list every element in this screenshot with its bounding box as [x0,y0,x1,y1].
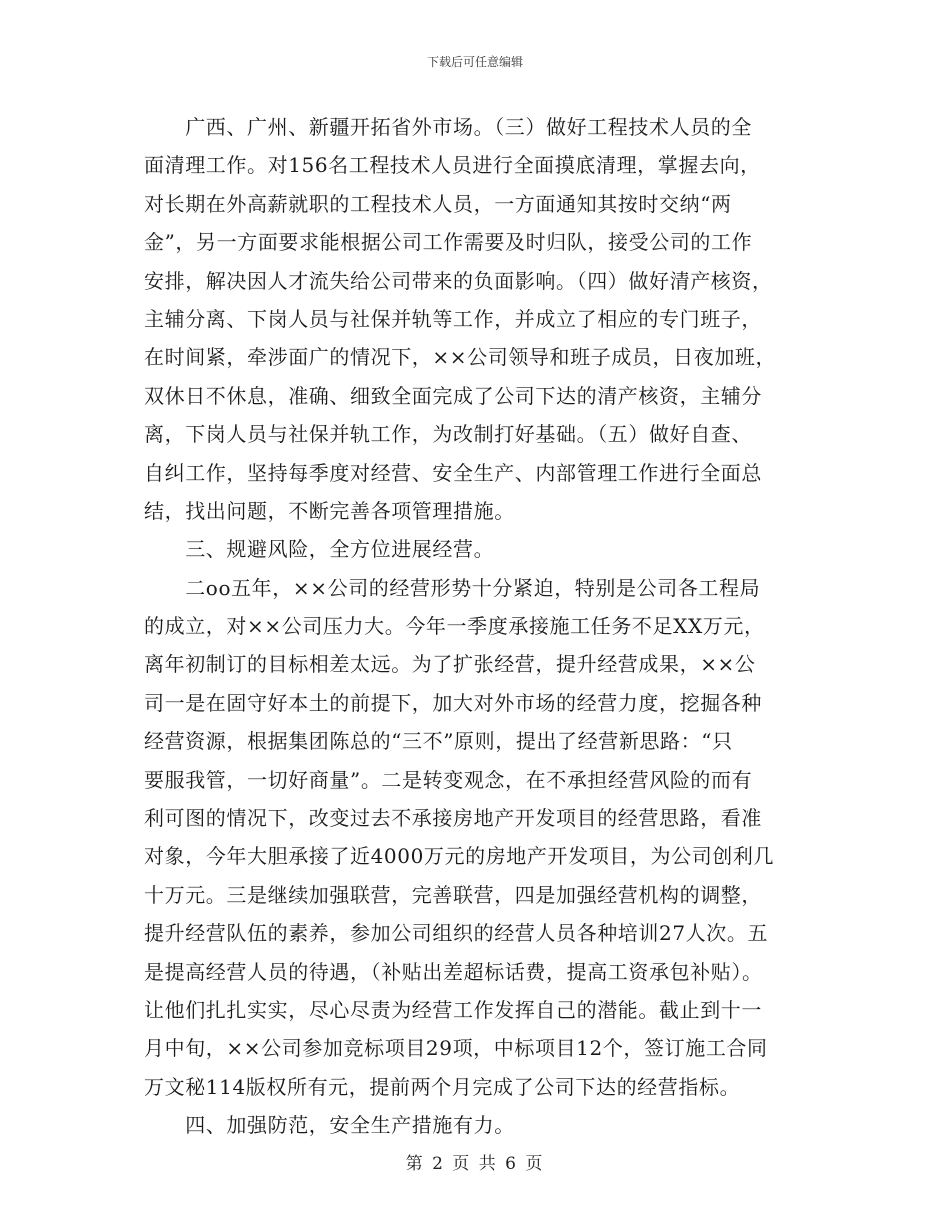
text-line: 自纠工作，坚持每季度对经营、安全生产、内部管理工作进行全面总 [144,460,762,485]
text-line: 万文秘114版权所有元，提前两个月完成了公司下达的经营指标。 [144,1074,741,1099]
text-line: 司一是在固守好本土的前提下，加大对外市场的经营力度，挖掘各种 [144,690,762,715]
text-line: 双休日不休息，准确、细致全面完成了公司下达的清产核资，主辅分 [144,383,762,408]
text-line: 对象，今年大胆承接了近4000万元的房地产开发项目，为公司创利几 [144,844,775,869]
text-line: 面清理工作。对156名工程技术人员进行全面摸底清理，掌握去向， [144,153,761,178]
text-line: 经营资源，根据集团陈总的“三不”原则，提出了经营新思路：“只 [144,729,733,754]
text-line: 结，找出问题，不断完善各项管理措施。 [144,498,515,523]
text-line: 离，下岗人员与社保并轨工作，为改制打好基础。（五）做好自查、 [144,422,752,447]
text-line: 对长期在外高薪就职的工程技术人员，一方面通知其按时交纳“两 [144,191,732,216]
text-line: 是提高经营人员的待遇，（补贴出差超标话费，提高工资承包补贴）。 [144,959,763,984]
page-header: 下载后可任意编辑 [426,55,523,69]
text-line: 广西、广州、新疆开拓省外市场。（三）做好工程技术人员的全 [144,115,752,139]
text-line: 离年初制订的目标相差太远。为了扩张经营，提升经营成果，××公 [144,652,756,677]
text-line: 主辅分离、下岗人员与社保并轨等工作，并成立了相应的专门班子， [144,306,762,331]
text-line: 在时间紧，牵涉面广的情况下，××公司领导和班子成员，日夜加班， [144,345,777,370]
text-line: 金”，另一方面要求能根据公司工作需要及时归队，接受公司的工作 [144,230,753,255]
section-heading: 三、规避风险，全方位进展经营。 [144,537,495,562]
text-line: 要服我管，一切好商量”。二是转变观念，在不承担经营风险的而有 [144,767,753,792]
text-line: 让他们扎扎实实，尽心尽责为经营工作发挥自己的潜能。截止到十一 [144,997,762,1022]
text-line: 二oo五年，××公司的经营形势十分紧迫，特别是公司各工程局 [144,575,761,600]
text-line: 的成立，对××公司压力大。今年一季度承接施工任务不足XX万元， [144,614,765,639]
text-line: 利可图的情况下，改变过去不承接房地产开发项目的经营思路，看准 [144,806,762,831]
text-line: 十万元。三是继续加强联营，完善联营，四是加强经营机构的调整， [144,882,762,907]
page-number: 第 2 页 共 6 页 [405,1154,545,1174]
section-heading: 四、加强防范，安全生产措施有力。 [144,1113,515,1138]
text-line: 提升经营队伍的素养，参加公司组织的经营人员各种培训27人次。五 [144,921,769,946]
text-line: 月中旬，××公司参加竞标项目29项，中标项目12个，签订施工合同 [144,1036,768,1061]
text-line: 安排，解决因人才流失给公司带来的负面影响。（四）做好清产核资， [144,268,773,293]
document-body [144,108,816,1145]
